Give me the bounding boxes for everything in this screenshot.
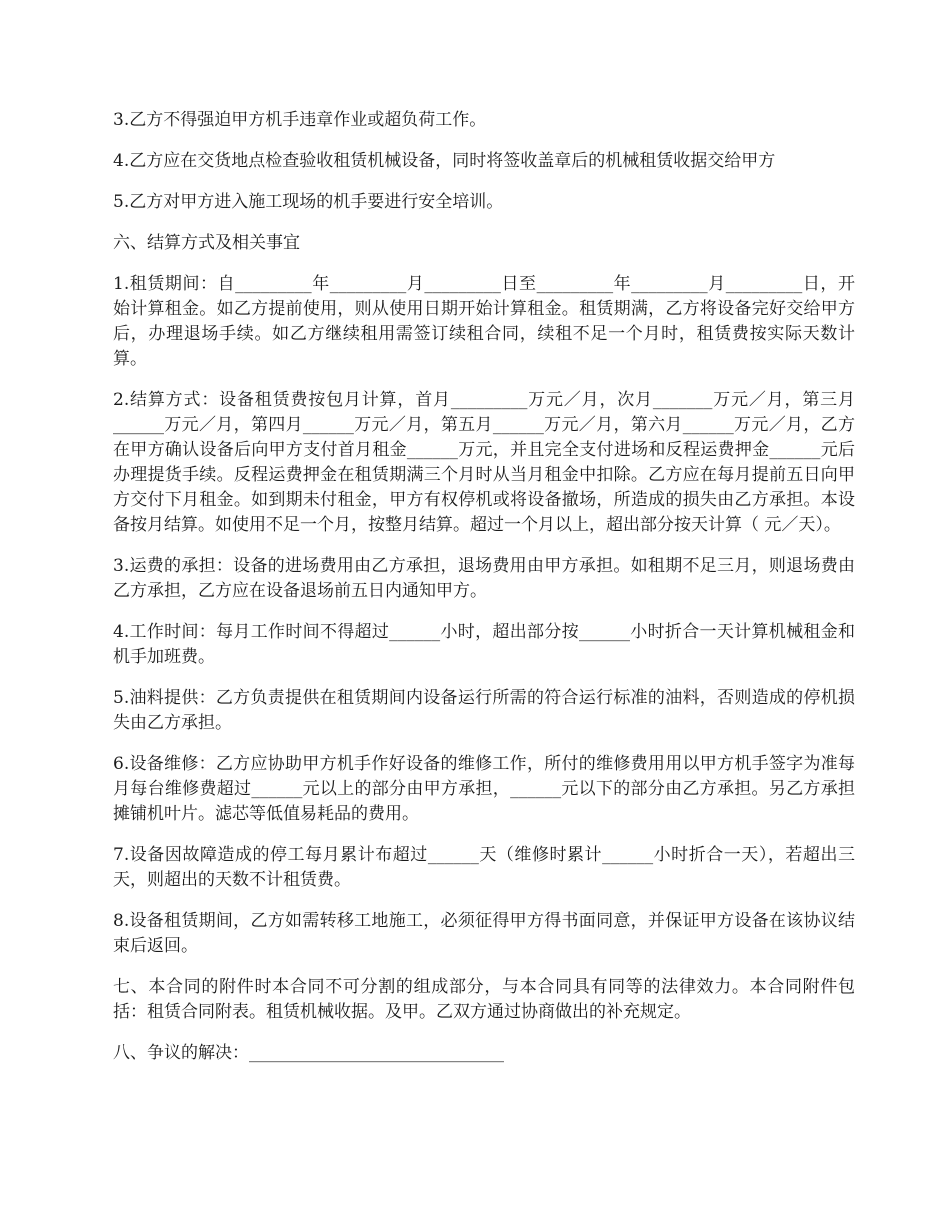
clause-6-7-downtime: 7.设备因故障造成的停工每月累计布超过______天（维修时累计______小时折合一天），若超出三天，则超出的天数不计租赁费。 [113,845,855,890]
clause-3-no-forced-violation: 3.乙方不得强迫甲方机手违章作业或超负荷工作。 [113,110,487,130]
clause-6-8-site-transfer: 8.设备租赁期间，乙方如需转移工地施工，必须征得甲方得书面同意，并保证甲方设备在该协议结束后返回。 [113,911,855,956]
section-7-attachments: 七、本合同的附件时本合同不可分割的组成部分，与本合同具有同等的法律效力。本合同附件包括：租赁合同附表。租赁机械收据。及甲。乙双方通过协商做出的补充规定。 [113,977,855,1022]
document-page [113,108,855,1082]
clause-6-5-fuel-supply: 5.油料提供：乙方负责提供在租赁期间内设备运行所需的符合运行标准的油料，否则造成的停机损失由乙方承担。 [113,688,855,733]
clause-6-3-freight: 3.运费的承担：设备的进场费用由乙方承担，退场费用由甲方承担。如租期不足三月，则退场费由乙方承担，乙方应在设备退场前五日内通知甲方。 [113,556,855,601]
clause-6-1-lease-period: 1.租赁期间：自_________年_________月_________日至_________年_________月_________日，开始计算租金。如乙方提前使用，则从使用日期开始计算租金。租赁期满，乙方将设备完好交给甲方后，办理退场手续。如乙方继续租用需签订续租合同，续租不足一个月时，租赁费按实际天数计算。 [113,274,855,369]
clause-6-4-working-hours: 4.工作时间：每月工作时间不得超过______小时，超出部分按______小时折合一天计算机械租金和机手加班费。 [113,622,855,667]
clause-6-6-maintenance: 6.设备维修：乙方应协助甲方机手作好设备的维修工作，所付的维修费用用以甲方机手签字为准每月每台维修费超过______元以上的部分由甲方承担，______元以下的部分由乙方承担。另乙方承担摊铺机叶片。滤芯等低值易耗品的费用。 [113,754,855,824]
clause-5-safety-training: 5.乙方对甲方进入施工现场的机手要进行安全培训。 [113,192,504,212]
clause-4-delivery-inspection: 4.乙方应在交货地点检查验收租赁机械设备，同时将签收盖章后的机械租赁收据交给甲方 [113,151,776,171]
section-8-dispute: 八、争议的解决：______________________________ [113,1043,504,1063]
clause-6-2-settlement-method: 2.结算方式：设备租赁费按包月计算，首月_________万元／月，次月_______万元／月，第三月______万元／月，第四月______万元／月，第五月______万元／月，第六月______万元／月，乙方在甲方确认设备后向甲方支付首月租金______万元，并且完全支付进场和反程运费押金______元后办理提货手续。反程运费押金在租赁期满三个月时从当月租金中扣除。乙方应在每月提前五日向甲方交付下月租金。如到期未付租金，甲方有权停机或将设备撤场，所造成的损失由乙方承担。本设备按月结算。如使用不足一个月，按整月结算。超过一个月以上，超出部分按天计算（ 元／天）。 [113,390,855,535]
section-6-heading: 六、结算方式及相关事宜 [113,233,300,253]
